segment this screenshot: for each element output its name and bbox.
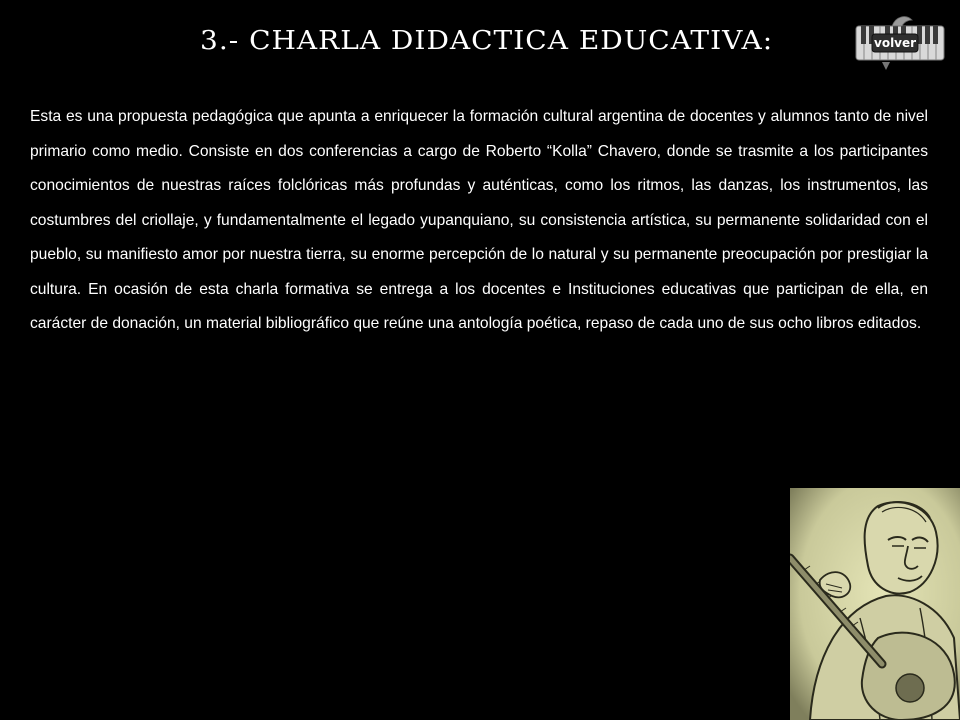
volver-button[interactable] <box>852 12 948 72</box>
slide-body-text: Esta es una propuesta pedagógica que apunta a enriquecer la formación cultural argentina de docentes y alumnos tanto de nivel primario como medio. Consiste en dos conferencias a cargo de Roberto “Kolla” Chavero, donde se trasmite a los participantes conocimientos de nuestras raíces folclóricas más profundas y auténticas, como los ritmos, las danzas, los instrumentos, las costumbres del criollaje, y fundamentalmente el legado yupanquiano, su consistencia artística, su permanente solidaridad con el pueblo, su manifiesto amor por nuestra tierra, su enorme percepción de lo natural y su permanente preocupación por prestigiar la cultura. En ocasión de esta charla formativa se entrega a los docentes e Instituciones educativas que participan de ella, en carácter de donación, un material bibliográfico que reúne una antología poética, repaso de cada uno de sus ocho libros editados. <box>30 108 928 332</box>
slide-title: 3.- CHARLA DIDACTICA EDUCATIVA: <box>200 25 774 56</box>
portrait-drawing <box>790 488 960 720</box>
volver-label: volver <box>874 36 917 50</box>
